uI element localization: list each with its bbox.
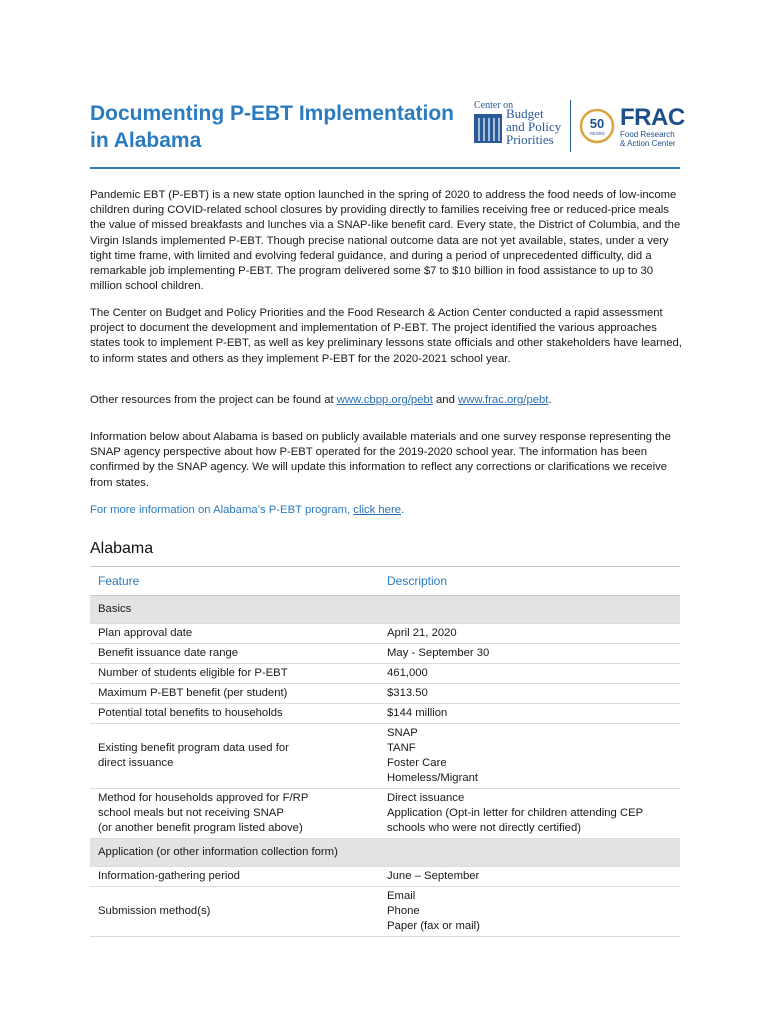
- description-cell: [379, 624, 680, 644]
- description-cell-line: April 21, 2020: [387, 627, 457, 639]
- description-cell-line: Email: [387, 890, 416, 902]
- title-line-1: Documenting P-EBT Implementation: [90, 102, 455, 125]
- description-column-header: Description: [379, 567, 680, 596]
- description-cell: [379, 724, 680, 789]
- table-group-title: Basics: [90, 596, 680, 624]
- cbpp-logo-line-2: Budget: [506, 106, 544, 121]
- feature-cell-line: (or another benefit program listed above): [98, 822, 303, 834]
- feature-cell-line: Existing benefit program data used for: [98, 742, 289, 754]
- more-info-suffix: .: [401, 504, 405, 516]
- feature-cell-line: Submission method(s): [98, 905, 211, 917]
- click-here-link[interactable]: click here: [353, 504, 402, 516]
- resources-paragraph: [90, 393, 682, 408]
- description-cell: [379, 644, 680, 664]
- cbpp-building-icon: [473, 112, 503, 144]
- feature-cell-line: school meals but not receiving SNAP: [98, 807, 284, 819]
- feature-cell-line: Benefit issuance date range: [98, 647, 239, 659]
- feature-cell-line: Method for households approved for F/RP: [98, 792, 309, 804]
- table-group-row: [90, 596, 680, 624]
- frac-logo-name: FRAC: [620, 104, 685, 131]
- table-row: [90, 887, 680, 937]
- description-cell-line: Paper (fax or mail): [387, 920, 480, 932]
- more-info-paragraph: [90, 503, 682, 518]
- feature-cell: [90, 867, 379, 887]
- feature-cell-line: Maximum P-EBT benefit (per student): [98, 687, 288, 699]
- description-cell-line: Direct issuance: [387, 792, 465, 804]
- table-row: [90, 624, 680, 644]
- description-cell: [379, 704, 680, 724]
- feature-cell-line: Plan approval date: [98, 627, 193, 639]
- cbpp-logo-text: [506, 107, 561, 146]
- frac-50-years-badge: [579, 108, 615, 144]
- feature-cell: [90, 684, 379, 704]
- resources-suffix: .: [548, 394, 552, 406]
- feature-cell: [90, 789, 379, 839]
- more-info-prefix: For more information on Alabama’s P-EBT program,: [90, 504, 354, 516]
- badge-number: 50: [589, 116, 605, 131]
- description-cell-line: Phone: [387, 905, 420, 917]
- cbpp-logo-line-1: Center on: [474, 100, 514, 111]
- resources-mid: and: [432, 394, 459, 406]
- frac-logo: [620, 106, 685, 148]
- section-title: Alabama: [90, 540, 154, 557]
- description-cell-line: schools who were not directly certified): [387, 822, 582, 834]
- resources-prefix: Other resources from the project can be found at: [90, 394, 337, 406]
- description-cell-line: Homeless/Migrant: [387, 772, 479, 784]
- feature-cell: [90, 887, 379, 937]
- cbpp-logo: [473, 100, 568, 152]
- feature-cell-line: direct issuance: [98, 757, 174, 769]
- description-cell: [379, 664, 680, 684]
- intro-paragraph-1: Pandemic EBT (P-EBT) is a new state option launched in the spring of 2020 to address the food needs of low-income children during COVID-related school closures by providing directly to families receiving free or reduced-price meals the value of missed breakfasts and lunches via a SNAP-like benefit card. Every state, the District of Columbia, and the Virgin Islands implemented P-EBT. Though precise national outcome data are not yet available, states, under a very tight time frame, with limited and evolving federal guidance, and during a period of unprecedented difficulty, did a remarkable job implementing P-EBT. The program delivered some $7 to $10 billion in food assistance to up to 30 million school children.: [90, 189, 681, 293]
- feature-column-header: Feature: [90, 567, 379, 596]
- description-cell: [379, 684, 680, 704]
- table-row: [90, 789, 680, 839]
- badge-word: YEARS: [589, 131, 605, 136]
- description-cell: [379, 789, 680, 839]
- table-group-title: Application (or other information collection form): [90, 839, 680, 867]
- table-row: [90, 704, 680, 724]
- feature-cell: [90, 724, 379, 789]
- cbpp-pebt-link[interactable]: www.cbpp.org/pebt: [336, 394, 433, 406]
- logo-divider: [570, 100, 571, 152]
- description-cell: [379, 867, 680, 887]
- table-row: [90, 867, 680, 887]
- description-cell: [379, 887, 680, 937]
- table-body: [90, 596, 680, 937]
- title-line-2: in Alabama: [90, 129, 202, 152]
- pebt-feature-table: [90, 566, 680, 937]
- cbpp-logo-line-4: Priorities: [506, 132, 554, 147]
- header-rule: [90, 167, 680, 169]
- frac-logo-line-1: Food Research: [620, 130, 675, 139]
- intro-paragraph-2: The Center on Budget and Policy Priorities and the Food Research & Action Center conducted a rapid assessment project to document the development and implementation of P-EBT. The project identified the various approaches states took to implement P-EBT, as well as key preliminary lessons state officials and other stakeholders have learned, to inform states and others as they implement P-EBT for the 2020-2021 school year.: [90, 307, 682, 365]
- frac-pebt-link[interactable]: www.frac.org/pebt: [458, 394, 549, 406]
- page-title: [90, 100, 470, 154]
- table-header-row: [90, 567, 680, 596]
- table-row: [90, 644, 680, 664]
- description-cell-line: Application (Opt-in letter for children attending CEP: [387, 807, 644, 819]
- alabama-info-paragraph: Information below about Alabama is based on publicly available materials and one survey response representing the SNAP agency perspective about how P-EBT operated for the 2019-2020 school year. The information has been confirmed by the SNAP agency. We will update this information to reflect any corrections or clarifications we receive from states.: [90, 431, 671, 489]
- description-cell-line: $313.50: [387, 687, 428, 699]
- feature-cell: [90, 664, 379, 684]
- feature-cell-line: Potential total benefits to households: [98, 707, 283, 719]
- frac-logo-line-2: & Action Center: [620, 139, 676, 148]
- table-row: [90, 684, 680, 704]
- table-group-row: [90, 839, 680, 867]
- description-cell-line: SNAP: [387, 727, 418, 739]
- description-cell-line: June – September: [387, 870, 480, 882]
- description-cell-line: TANF: [387, 742, 416, 754]
- feature-cell-line: Number of students eligible for P-EBT: [98, 667, 288, 679]
- description-cell-line: 461,000: [387, 667, 428, 679]
- feature-cell: [90, 624, 379, 644]
- description-cell-line: Foster Care: [387, 757, 447, 769]
- cbpp-logo-line-3: and Policy: [506, 119, 562, 134]
- table-row: [90, 664, 680, 684]
- description-cell-line: $144 million: [387, 707, 448, 719]
- description-cell-line: May - September 30: [387, 647, 490, 659]
- feature-cell: [90, 644, 379, 664]
- feature-cell: [90, 704, 379, 724]
- table-row: [90, 724, 680, 789]
- feature-cell-line: Information-gathering period: [98, 870, 240, 882]
